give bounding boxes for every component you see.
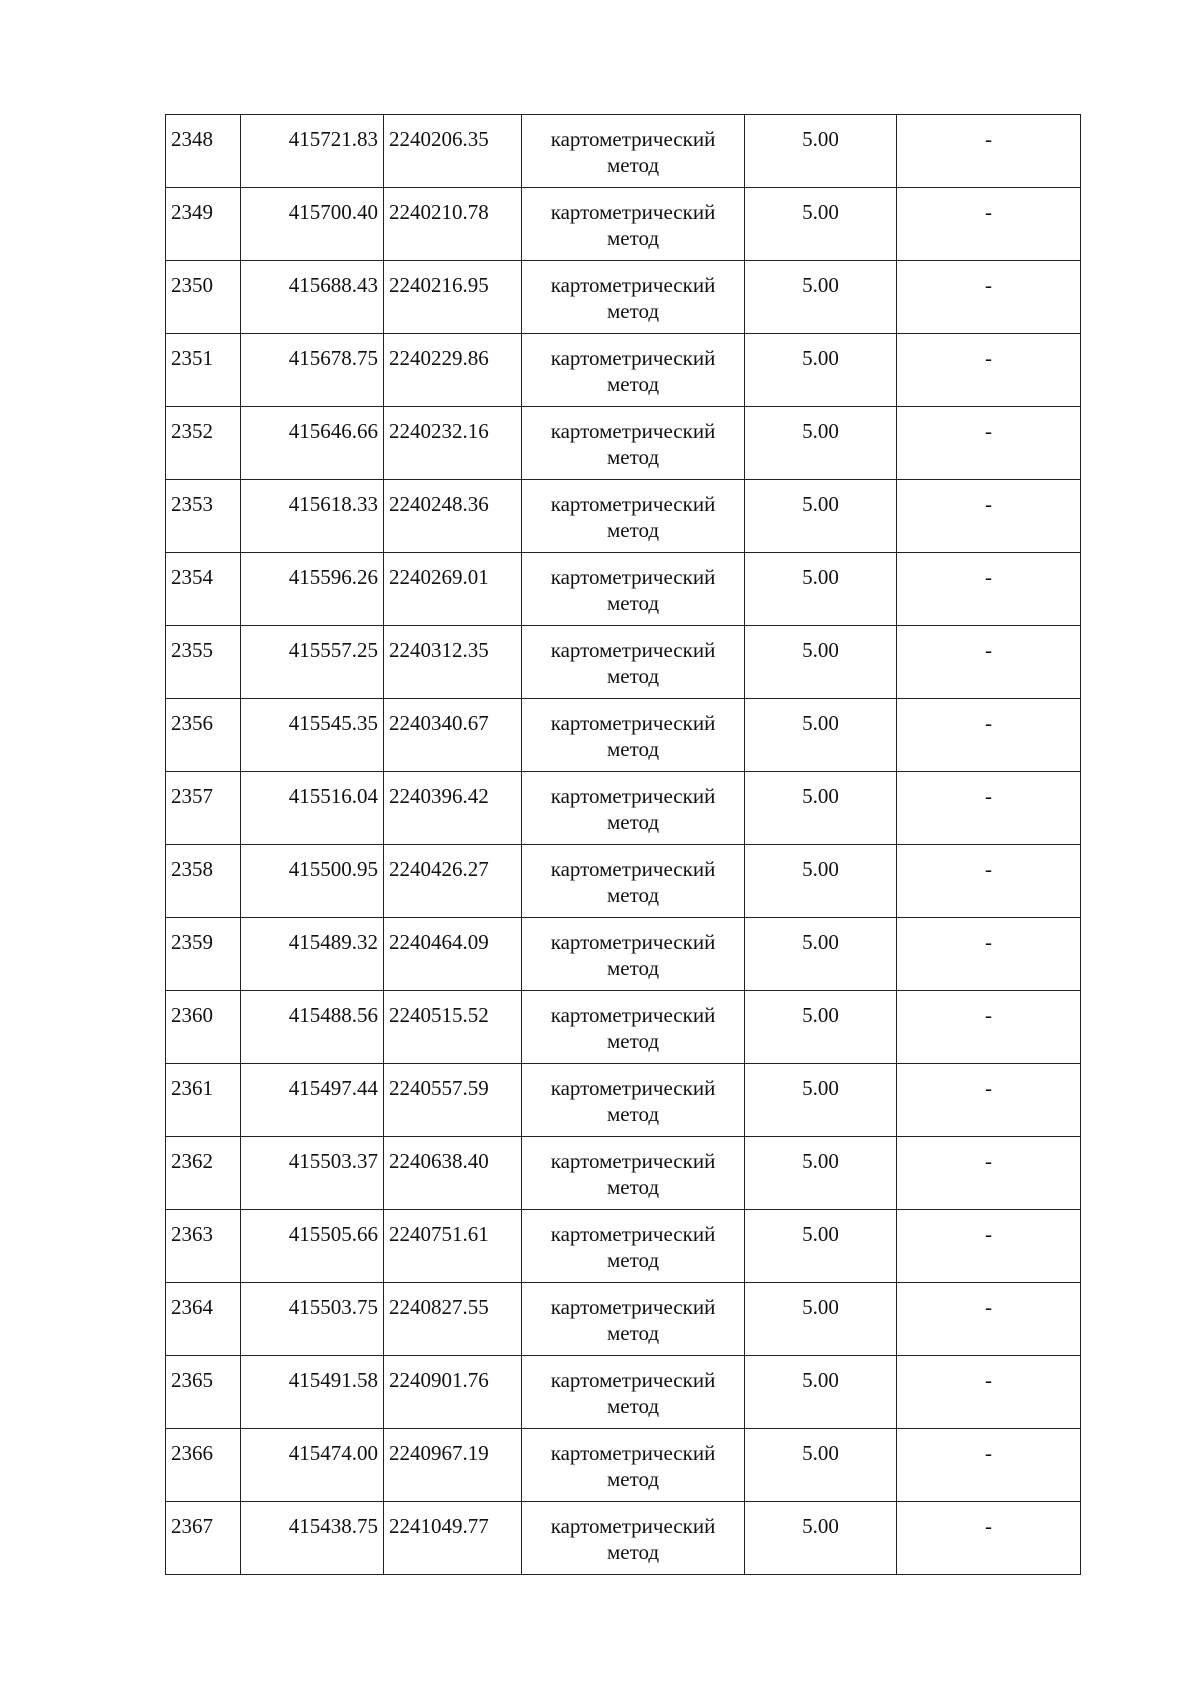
point-number-cell: 2359	[166, 918, 241, 991]
description-cell: -	[897, 1137, 1081, 1210]
point-number-cell: 2348	[166, 115, 241, 188]
method-line-2: метод	[606, 1540, 660, 1564]
method-cell	[522, 407, 745, 480]
accuracy-cell: 5.00	[745, 261, 897, 334]
method-line-2: метод	[606, 1102, 660, 1126]
method-cell	[522, 1210, 745, 1283]
method-line-1: картометрический	[550, 1222, 716, 1246]
y-coordinate-cell: 2240206.35	[384, 115, 522, 188]
accuracy-cell: 5.00	[745, 115, 897, 188]
method-line-2: метод	[606, 591, 660, 615]
x-coordinate-cell: 415516.04	[241, 772, 384, 845]
description-cell: -	[897, 991, 1081, 1064]
table-row	[166, 553, 1081, 626]
method-line-1: картометрический	[550, 1441, 716, 1465]
method-line-1: картометрический	[550, 1368, 716, 1392]
method-line-1: картометрический	[550, 711, 716, 735]
accuracy-cell: 5.00	[745, 334, 897, 407]
point-number-cell: 2361	[166, 1064, 241, 1137]
point-number-cell: 2353	[166, 480, 241, 553]
method-line-1: картометрический	[550, 346, 716, 370]
accuracy-cell: 5.00	[745, 188, 897, 261]
method-cell	[522, 115, 745, 188]
x-coordinate-cell: 415491.58	[241, 1356, 384, 1429]
method-cell	[522, 699, 745, 772]
table-row	[166, 991, 1081, 1064]
x-coordinate-cell: 415557.25	[241, 626, 384, 699]
y-coordinate-cell: 2240248.36	[384, 480, 522, 553]
description-cell: -	[897, 261, 1081, 334]
accuracy-cell: 5.00	[745, 1137, 897, 1210]
point-number-cell: 2366	[166, 1429, 241, 1502]
y-coordinate-cell: 2240396.42	[384, 772, 522, 845]
point-number-cell: 2356	[166, 699, 241, 772]
description-cell: -	[897, 626, 1081, 699]
description-cell: -	[897, 845, 1081, 918]
method-line-2: метод	[606, 226, 660, 250]
x-coordinate-cell: 415438.75	[241, 1502, 384, 1575]
table-row	[166, 1502, 1081, 1575]
y-coordinate-cell: 2241049.77	[384, 1502, 522, 1575]
y-coordinate-cell: 2240638.40	[384, 1137, 522, 1210]
coordinates-table	[165, 114, 1081, 1575]
table-row	[166, 1283, 1081, 1356]
point-number-cell: 2362	[166, 1137, 241, 1210]
method-cell	[522, 991, 745, 1064]
method-line-1: картометрический	[550, 930, 716, 954]
accuracy-cell: 5.00	[745, 407, 897, 480]
method-line-1: картометрический	[550, 492, 716, 516]
x-coordinate-cell: 415488.56	[241, 991, 384, 1064]
point-number-cell: 2350	[166, 261, 241, 334]
method-line-1: картометрический	[550, 1149, 716, 1173]
table-row	[166, 1064, 1081, 1137]
x-coordinate-cell: 415596.26	[241, 553, 384, 626]
point-number-cell: 2355	[166, 626, 241, 699]
point-number-cell: 2364	[166, 1283, 241, 1356]
point-number-cell: 2354	[166, 553, 241, 626]
y-coordinate-cell: 2240557.59	[384, 1064, 522, 1137]
description-cell: -	[897, 334, 1081, 407]
y-coordinate-cell: 2240216.95	[384, 261, 522, 334]
method-line-1: картометрический	[550, 200, 716, 224]
accuracy-cell: 5.00	[745, 845, 897, 918]
method-cell	[522, 1356, 745, 1429]
method-line-1: картометрический	[550, 784, 716, 808]
x-coordinate-cell: 415688.43	[241, 261, 384, 334]
method-line-1: картометрический	[550, 1003, 716, 1027]
y-coordinate-cell: 2240426.27	[384, 845, 522, 918]
method-line-2: метод	[606, 1248, 660, 1272]
y-coordinate-cell: 2240312.35	[384, 626, 522, 699]
method-line-1: картометрический	[550, 565, 716, 589]
table-row	[166, 626, 1081, 699]
y-coordinate-cell: 2240229.86	[384, 334, 522, 407]
description-cell: -	[897, 1356, 1081, 1429]
method-cell	[522, 334, 745, 407]
table-row	[166, 480, 1081, 553]
point-number-cell: 2349	[166, 188, 241, 261]
x-coordinate-cell: 415500.95	[241, 845, 384, 918]
accuracy-cell: 5.00	[745, 1429, 897, 1502]
description-cell: -	[897, 407, 1081, 480]
method-line-1: картометрический	[550, 1295, 716, 1319]
table-row	[166, 845, 1081, 918]
description-cell: -	[897, 699, 1081, 772]
x-coordinate-cell: 415545.35	[241, 699, 384, 772]
y-coordinate-cell: 2240967.19	[384, 1429, 522, 1502]
method-cell	[522, 772, 745, 845]
table-row	[166, 1137, 1081, 1210]
accuracy-cell: 5.00	[745, 1502, 897, 1575]
point-number-cell: 2367	[166, 1502, 241, 1575]
x-coordinate-cell: 415497.44	[241, 1064, 384, 1137]
method-cell	[522, 845, 745, 918]
accuracy-cell: 5.00	[745, 626, 897, 699]
y-coordinate-cell: 2240210.78	[384, 188, 522, 261]
point-number-cell: 2360	[166, 991, 241, 1064]
accuracy-cell: 5.00	[745, 772, 897, 845]
table-row	[166, 699, 1081, 772]
accuracy-cell: 5.00	[745, 1356, 897, 1429]
x-coordinate-cell: 415489.32	[241, 918, 384, 991]
method-line-1: картометрический	[550, 1076, 716, 1100]
method-line-2: метод	[606, 810, 660, 834]
x-coordinate-cell: 415678.75	[241, 334, 384, 407]
accuracy-cell: 5.00	[745, 1064, 897, 1137]
method-line-2: метод	[606, 1321, 660, 1345]
method-cell	[522, 188, 745, 261]
description-cell: -	[897, 188, 1081, 261]
x-coordinate-cell: 415474.00	[241, 1429, 384, 1502]
y-coordinate-cell: 2240751.61	[384, 1210, 522, 1283]
method-cell	[522, 553, 745, 626]
y-coordinate-cell: 2240340.67	[384, 699, 522, 772]
method-line-2: метод	[606, 445, 660, 469]
method-cell	[522, 1283, 745, 1356]
description-cell: -	[897, 1502, 1081, 1575]
method-line-2: метод	[606, 1394, 660, 1418]
point-number-cell: 2351	[166, 334, 241, 407]
method-line-2: метод	[606, 737, 660, 761]
description-cell: -	[897, 918, 1081, 991]
coordinates-table-body	[166, 115, 1081, 1575]
method-cell	[522, 261, 745, 334]
description-cell: -	[897, 115, 1081, 188]
accuracy-cell: 5.00	[745, 991, 897, 1064]
method-line-2: метод	[606, 664, 660, 688]
method-line-1: картометрический	[550, 419, 716, 443]
table-row	[166, 1429, 1081, 1502]
table-row	[166, 407, 1081, 480]
method-line-2: метод	[606, 1467, 660, 1491]
method-line-1: картометрический	[550, 857, 716, 881]
table-row	[166, 918, 1081, 991]
table-row	[166, 1210, 1081, 1283]
method-cell	[522, 1502, 745, 1575]
method-line-2: метод	[606, 1175, 660, 1199]
accuracy-cell: 5.00	[745, 699, 897, 772]
method-line-1: картометрический	[550, 1514, 716, 1538]
method-line-2: метод	[606, 518, 660, 542]
method-line-2: метод	[606, 372, 660, 396]
point-number-cell: 2365	[166, 1356, 241, 1429]
method-line-1: картометрический	[550, 638, 716, 662]
description-cell: -	[897, 480, 1081, 553]
table-row	[166, 1356, 1081, 1429]
y-coordinate-cell: 2240515.52	[384, 991, 522, 1064]
method-line-2: метод	[606, 1029, 660, 1053]
method-cell	[522, 1137, 745, 1210]
y-coordinate-cell: 2240827.55	[384, 1283, 522, 1356]
x-coordinate-cell: 415505.66	[241, 1210, 384, 1283]
x-coordinate-cell: 415503.75	[241, 1283, 384, 1356]
description-cell: -	[897, 1283, 1081, 1356]
point-number-cell: 2357	[166, 772, 241, 845]
method-cell	[522, 1064, 745, 1137]
accuracy-cell: 5.00	[745, 480, 897, 553]
method-line-2: метод	[606, 883, 660, 907]
y-coordinate-cell: 2240901.76	[384, 1356, 522, 1429]
method-cell	[522, 626, 745, 699]
accuracy-cell: 5.00	[745, 918, 897, 991]
point-number-cell: 2358	[166, 845, 241, 918]
y-coordinate-cell: 2240464.09	[384, 918, 522, 991]
description-cell: -	[897, 772, 1081, 845]
x-coordinate-cell: 415646.66	[241, 407, 384, 480]
x-coordinate-cell: 415503.37	[241, 1137, 384, 1210]
x-coordinate-cell: 415618.33	[241, 480, 384, 553]
table-row	[166, 115, 1081, 188]
description-cell: -	[897, 1064, 1081, 1137]
table-row	[166, 261, 1081, 334]
table-row	[166, 334, 1081, 407]
description-cell: -	[897, 553, 1081, 626]
method-line-1: картометрический	[550, 273, 716, 297]
description-cell: -	[897, 1429, 1081, 1502]
method-cell	[522, 1429, 745, 1502]
point-number-cell: 2363	[166, 1210, 241, 1283]
y-coordinate-cell: 2240269.01	[384, 553, 522, 626]
method-line-2: метод	[606, 299, 660, 323]
point-number-cell: 2352	[166, 407, 241, 480]
x-coordinate-cell: 415721.83	[241, 115, 384, 188]
table-row	[166, 772, 1081, 845]
table-row	[166, 188, 1081, 261]
method-cell	[522, 918, 745, 991]
accuracy-cell: 5.00	[745, 1283, 897, 1356]
x-coordinate-cell: 415700.40	[241, 188, 384, 261]
method-line-2: метод	[606, 956, 660, 980]
accuracy-cell: 5.00	[745, 1210, 897, 1283]
description-cell: -	[897, 1210, 1081, 1283]
accuracy-cell: 5.00	[745, 553, 897, 626]
y-coordinate-cell: 2240232.16	[384, 407, 522, 480]
method-cell	[522, 480, 745, 553]
method-line-1: картометрический	[550, 127, 716, 151]
method-line-2: метод	[606, 153, 660, 177]
